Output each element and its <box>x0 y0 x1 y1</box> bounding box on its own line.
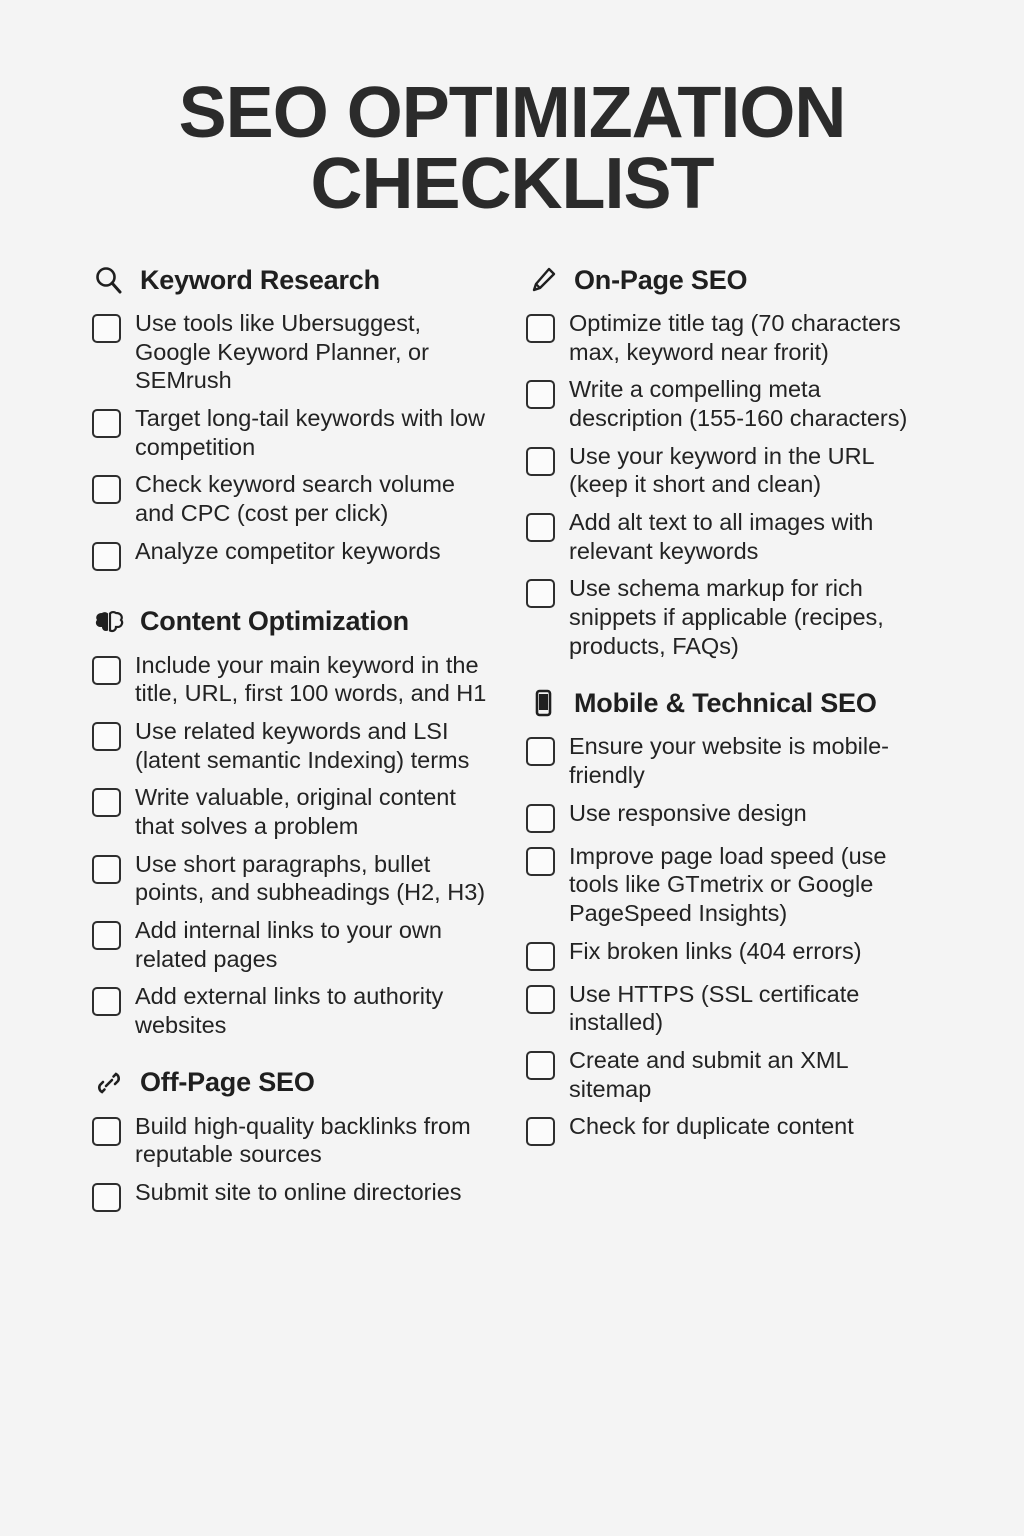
section-keyword-research <box>92 263 500 571</box>
checklist-item-label: Add external links to authority websites <box>135 983 444 1038</box>
checklist-item[interactable] <box>92 404 500 461</box>
checklist-item-label: Optimize title tag (70 characters max, keyword near frorit) <box>569 310 901 365</box>
section-title: Mobile & Technical SEO <box>574 687 877 718</box>
checklist-item[interactable] <box>92 783 500 840</box>
checkbox[interactable] <box>92 1183 121 1212</box>
checklist-item-label: Check keyword search volume and CPC (cost per click) <box>135 471 455 527</box>
checkbox[interactable] <box>92 987 121 1016</box>
checklist-item-label: Add internal links to your own related pages <box>135 916 442 972</box>
page-title <box>30 73 994 224</box>
checklist-item-label: Ensure your website is mobile-friendly <box>569 733 889 788</box>
checkbox[interactable] <box>92 855 121 884</box>
checklist-item-label: Create and submit an XML sitemap <box>569 1046 848 1102</box>
checklist-items <box>92 1112 500 1212</box>
checklist-item-label: Submit site to online directories <box>135 1178 462 1205</box>
checklist-item[interactable] <box>526 799 934 833</box>
checklist-item[interactable] <box>92 470 500 527</box>
checklist-item-label: Check for duplicate content <box>569 1113 854 1140</box>
checkbox[interactable] <box>526 513 555 542</box>
checklist-item-label: Use your keyword in the URL (keep it short and clean) <box>569 442 874 498</box>
section-content-optimization <box>92 605 500 1040</box>
checkbox[interactable] <box>526 1117 555 1146</box>
checklist-item[interactable] <box>92 982 500 1039</box>
mobile-phone-icon <box>526 686 560 720</box>
section-header <box>526 686 934 720</box>
right-column <box>526 263 934 1238</box>
checkbox[interactable] <box>92 921 121 950</box>
checkbox[interactable] <box>526 579 555 608</box>
checklist-item[interactable] <box>526 574 934 660</box>
checklist-item-label: Improve page load speed (use tools like GTmetrix or Google PageSpeed Insights) <box>569 842 887 926</box>
checklist-item[interactable] <box>92 309 500 395</box>
checkbox[interactable] <box>92 542 121 571</box>
section-header <box>92 605 500 639</box>
section-on-page-seo <box>526 263 934 660</box>
checklist-item[interactable] <box>526 980 934 1037</box>
checkbox[interactable] <box>526 985 555 1014</box>
section-mobile-technical-seo <box>526 686 934 1146</box>
section-header <box>92 1066 500 1100</box>
page-title-line-2: CHECKLIST <box>310 143 714 224</box>
checklist-items <box>526 732 934 1146</box>
checklist-item-label: Build high-quality backlinks from reputable sources <box>135 1112 471 1168</box>
checklist-item[interactable] <box>526 309 934 366</box>
checklist-item-label: Include your main keyword in the title, URL, first 100 words, and H1 <box>135 651 487 707</box>
section-header <box>92 263 500 297</box>
checkbox[interactable] <box>526 314 555 343</box>
checklist-item-label: Target long-tail keywords with low competition <box>135 405 486 460</box>
checklist-item-label: Add alt text to all images with relevant keywords <box>569 509 874 564</box>
checklist-item[interactable] <box>92 537 500 571</box>
checkbox[interactable] <box>526 380 555 409</box>
checklist-columns <box>30 263 994 1238</box>
checklist-item-label: Fix broken links (404 errors) <box>569 937 862 964</box>
checklist-item[interactable] <box>92 1112 500 1169</box>
checkbox[interactable] <box>526 804 555 833</box>
checklist-item[interactable] <box>92 850 500 907</box>
checklist-item[interactable] <box>526 842 934 928</box>
brain-icon <box>92 605 126 639</box>
section-off-page-seo <box>92 1066 500 1212</box>
checkbox[interactable] <box>92 314 121 343</box>
checkbox[interactable] <box>92 656 121 685</box>
checkbox[interactable] <box>526 847 555 876</box>
checklist-item-label: Use responsive design <box>569 799 807 826</box>
checklist-item[interactable] <box>526 1112 934 1146</box>
checklist-item-label: Write a compelling meta description (155-160 characters) <box>569 376 908 432</box>
checklist-items <box>92 309 500 571</box>
checklist-item[interactable] <box>92 916 500 973</box>
checkbox[interactable] <box>92 722 121 751</box>
checklist-item[interactable] <box>92 651 500 708</box>
checklist-item[interactable] <box>92 717 500 774</box>
checklist-item-label: Use HTTPS (SSL certificate installed) <box>569 980 860 1036</box>
checklist-item-label: Use tools like Ubersuggest, Google Keyword Planner, or SEMrush <box>135 310 429 394</box>
left-column <box>92 263 500 1238</box>
pen-nib-icon <box>526 263 560 297</box>
checklist-item[interactable] <box>526 508 934 565</box>
checkbox[interactable] <box>92 409 121 438</box>
checklist-item-label: Use short paragraphs, bullet points, and subheadings (H2, H3) <box>135 850 486 906</box>
checklist-item-label: Write valuable, original content that solves a problem <box>135 784 456 839</box>
checklist-item[interactable] <box>92 1178 500 1212</box>
checkbox[interactable] <box>526 447 555 476</box>
page-title-line-1: SEO OPTIMIZATION <box>178 73 846 153</box>
section-header <box>526 263 934 297</box>
section-title: Keyword Research <box>140 264 380 295</box>
checkbox[interactable] <box>92 788 121 817</box>
checklist-item-label: Use related keywords and LSI (latent semantic Indexing) terms <box>135 718 470 773</box>
checklist-item[interactable] <box>526 732 934 789</box>
checklist-item[interactable] <box>526 442 934 499</box>
link-chain-icon <box>92 1066 126 1100</box>
section-title: On-Page SEO <box>574 264 748 295</box>
checkbox[interactable] <box>92 1117 121 1146</box>
checklist-item[interactable] <box>526 375 934 432</box>
checklist-item-label: Use schema markup for rich snippets if applicable (recipes, products, FAQs) <box>569 575 884 659</box>
checkbox[interactable] <box>92 475 121 504</box>
section-title: Off-Page SEO <box>140 1067 315 1098</box>
checklist-item[interactable] <box>526 1046 934 1103</box>
checklist-item-label: Analyze competitor keywords <box>135 537 441 564</box>
checkbox[interactable] <box>526 1051 555 1080</box>
checkbox[interactable] <box>526 737 555 766</box>
section-title: Content Optimization <box>140 606 409 637</box>
checklist-item[interactable] <box>526 937 934 971</box>
checklist-items <box>526 309 934 660</box>
checklist-items <box>92 651 500 1040</box>
magnifier-icon <box>92 263 126 297</box>
checkbox[interactable] <box>526 942 555 971</box>
